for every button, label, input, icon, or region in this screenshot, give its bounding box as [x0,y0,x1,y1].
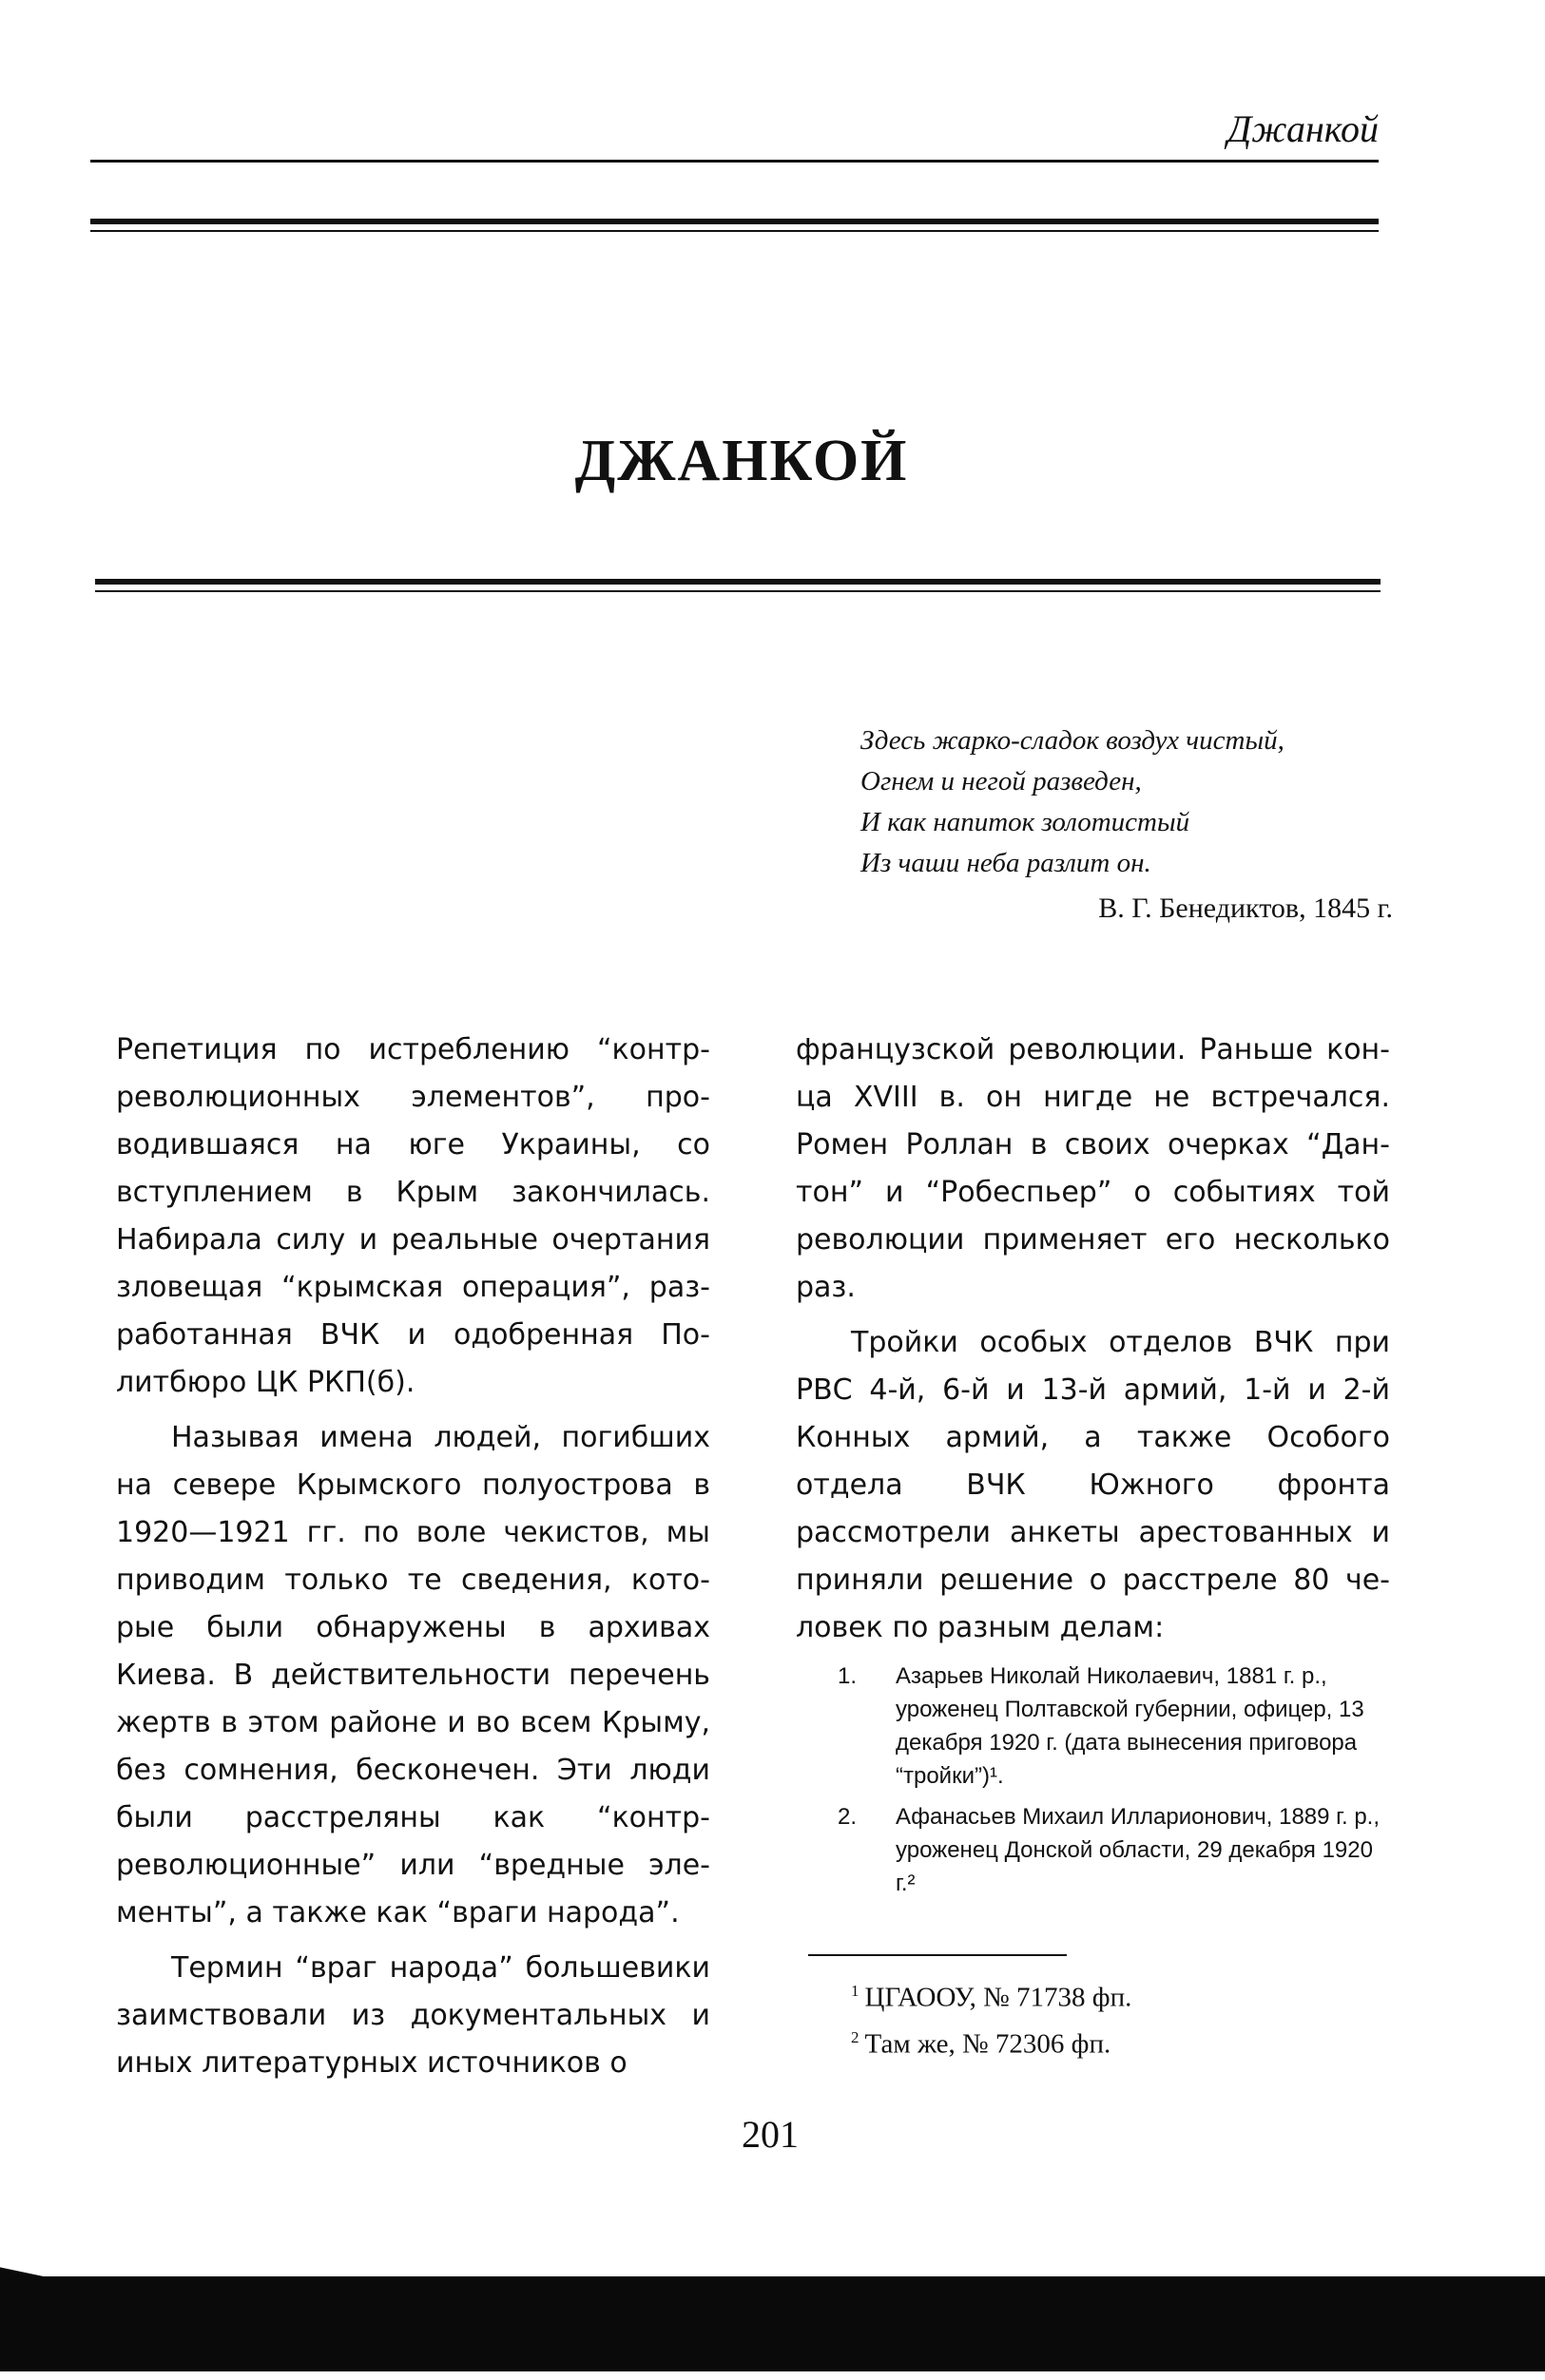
page-number: 201 [742,2113,799,2156]
list-item [796,1800,1390,1900]
list-item-number: 1. [838,1663,858,1689]
left-column [116,1027,710,2095]
list-item-text: Азарьев Николай Николаевич, 1881 г. р., уроженец Полтавской губернии, офицер, 13 декабря 1920 г. (дата вынесения приговора “тройки”)¹. [896,1663,1364,1789]
title-double-rule-thin [95,590,1381,592]
epigraph-line: Из чаши неба разлит он. [860,848,1151,878]
scan-bottom-border [0,2276,1545,2371]
footnote [851,2018,1345,2064]
footnote-mark: 2 [851,2027,859,2046]
footnote [851,1971,1345,2018]
epigraph [860,720,1393,929]
footnote-rule [808,1954,1067,1956]
epigraph-line: И как напиток золотистый [860,807,1190,837]
list-item [796,1660,1390,1793]
title-double-rule-thick [95,579,1381,585]
paragraph: французской революции. Раньше конца XVIII в. он нигде не встречался. Ромен Роллан в своих очерках “Дантон” и “Робеспьер” о событиях той революции применяет его несколько раз. [796,1033,1390,1304]
top-double-rule-thick [90,219,1379,224]
paragraph: Называя имена людей, погибших на севере Крымского полуострова в 1920—1921 гг. по воле чекистов, мы приводим только те сведения, которые были обнаружены в архивах Киева. В действительности перечень жертв в этом районе и во всем Крыму, без сомнения, бесконечен. Эти люди были расстреляны как “контрреволюционные” или “вредные элементы”, а также как “враги народа”. [116,1421,710,1929]
paragraph: Репетиция по истреблению “контрреволюционных элементов”, проводившаяся на юге Украины, со вступлением в Крым закончилась. Набирала силу и реальные очертания зловещая “крымская операция”, разработанная ВЧК и одобренная Политбюро ЦК РКП(б). [116,1033,710,1399]
running-title: Джанкой [1226,107,1379,150]
victim-list [796,1660,1390,1900]
epigraph-line: Огнем и негой разведен, [860,766,1142,797]
footnote-text: Там же, № 72306 фп. [864,2028,1111,2060]
epigraph-line: Здесь жарко-сладок воздух чистый, [860,725,1284,756]
top-double-rule-thin [90,230,1379,232]
header-rule [90,160,1379,163]
right-column [796,1027,1390,1908]
paragraph: Тройки особых отделов ВЧК при РВС 4-й, 6-й и 13-й армий, 1-й и 2-й Конных армий, а также Особого отдела ВЧК Южного фронта рассмотрели анкеты арестованных и приняли решение о расстреле 80 человек по разным делам: [796,1326,1390,1644]
list-item-text: Афанасьев Михаил Илларионович, 1889 г. р., уроженец Донской области, 29 декабря 1920 г.² [896,1804,1381,1896]
chapter-title: ДЖАНКОЙ [574,429,909,493]
epigraph-author: В. Г. Бенедиктов, 1845 г. [1098,892,1393,924]
paragraph: Термин “враг народа” большевики заимствовали из документальных и иных литературных источников о [116,1951,710,2080]
footnote-mark: 1 [851,1982,859,2000]
footnotes [851,1971,1345,2063]
list-item-number: 2. [838,1804,858,1830]
footnote-text: ЦГАООУ, № 71738 фп. [864,1982,1132,2013]
